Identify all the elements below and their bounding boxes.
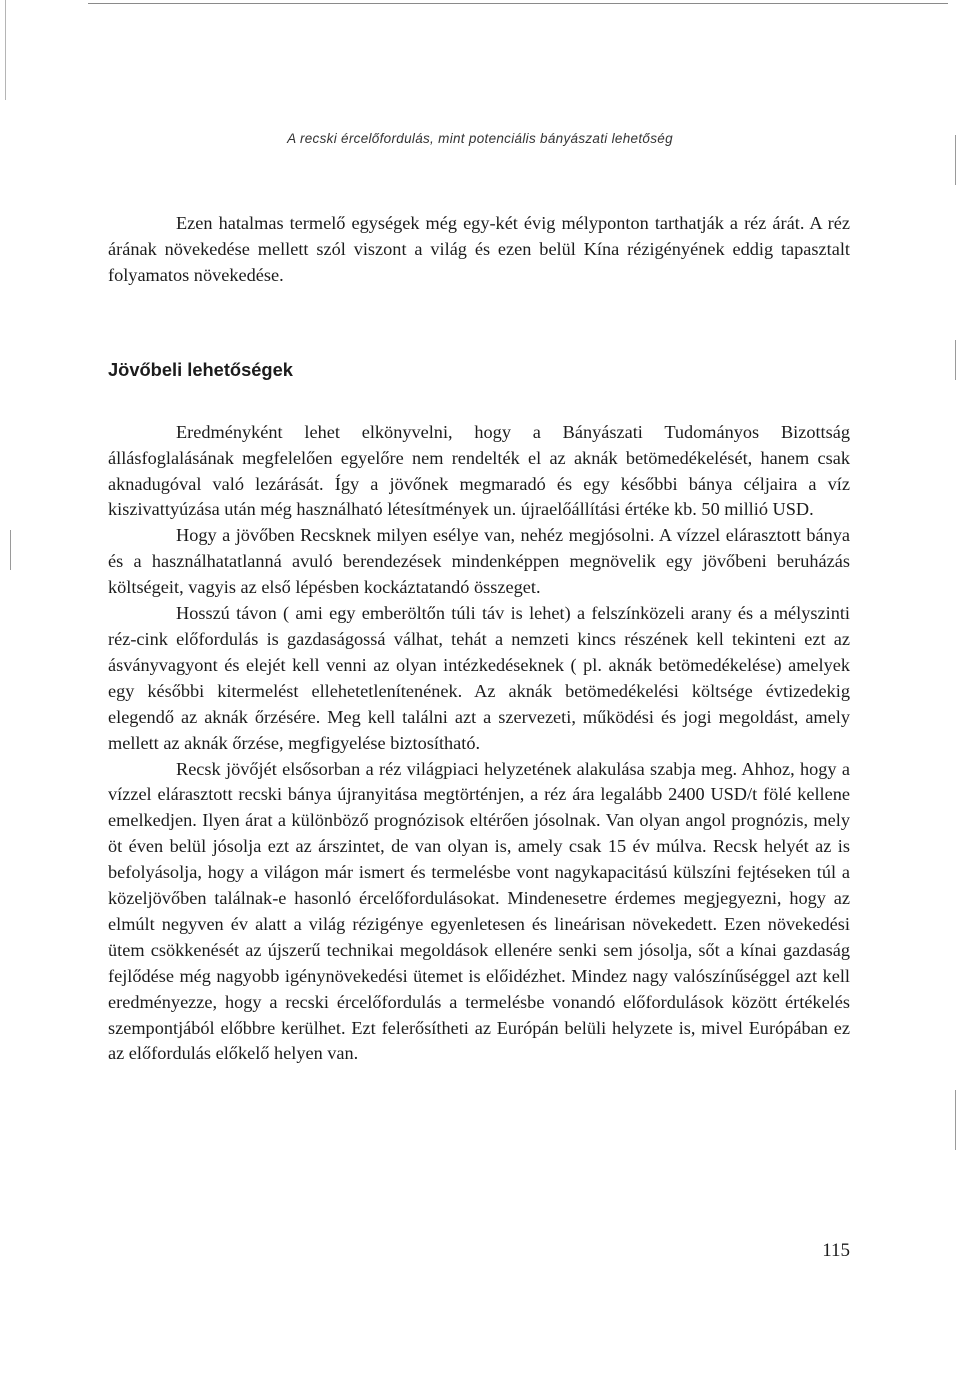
body-paragraph: Eredményként lehet elkönyvelni, hogy a Bányászati Tudományos Bizottság állásfoglalásának megfelelően egyelőre nem rendelték el az aknák betömedékelését, hanem csak aknadugóval való lezárását. Így a jövőnek megmaradó és egy későbbi bánya céljaira a víz kiszivattyúzása után még használható létesítmények un. újraelőállítási értéke kb. 50 millió USD. [108, 421, 850, 520]
section-heading: Jövőbeli lehetőségek [108, 358, 293, 380]
body-paragraph: Hosszú távon ( ami egy emberöltőn túli táv is lehet) a felszínközeli arany és a mélyszinti réz-cink előfordulás is gazdaságossá válhat, tehát a nemzeti kincs részének kell tekinteni ezt az ásványvagyont és elejét kell venni az olyan intézkedéseknek ( pl. aknák betömedékelése) amelyek egy későbbi kitermelést ellehetetlenítenének. Az aknák betömedékelési költsége évtizedekig elegendő az aknák őrzésére. Meg kell találni azt a szervezeti, működési és jogi megoldást, amely mellett az aknák őrzése, megfigyelése biztosítható. [108, 603, 850, 753]
body-paragraph: Hogy a jövőben Recsknek milyen esélye van, nehéz megjósolni. A vízzel elárasztott bánya és a használhatatlanná avuló berendezések mindenképpen megnövelik egy jövőbeni beruházás költségeit, vagyis az első lépésben kockáztatandó összeget. [108, 525, 850, 598]
intro-paragraph: Ezen hatalmas termelő egységek még egy-két évig mélyponton tarthatják a réz árát. A réz árának növekedése mellett szól viszont a világ és ezen belül Kína rézigényének eddig tapasztalt folyamatos növekedése. [108, 213, 850, 285]
page-number: 115 [822, 1240, 850, 1261]
page-content [108, 211, 850, 1067]
scan-right-edge-mark [955, 1090, 956, 1150]
scan-left-edge-mark [10, 530, 11, 570]
scan-left-edge [5, 0, 6, 100]
scan-right-edge-mark [955, 340, 956, 380]
scan-top-rule [88, 3, 948, 4]
body-paragraph: Recsk jövőjét elsősorban a réz világpiaci helyzetének alakulása szabja meg. Ahhoz, hogy a vízzel elárasztott recski bánya újranyitása megtörténjen, a réz ára legalább 2400 USD/t fölé kellene emelkedjen. Ilyen árat a különböző prognózisok eltérően jósolnak. Van olyan angol prognózis, mely öt éven belül jósolja ezt az árszintet, de van olyan is, amely csak 15 év múlva. Recsk helyét az is befolyásolja, hogy a világon már ismert és termelésbe vont nagykapacitású külszíni fejtéseken túl a közeljövőben találnak-e hasonló ércelőfordulásokat. Mindenesetre érdemes megjegyezni, hogy az elmúlt negyven év alatt a világ rézigénye egyenletesen és lineárisan növekedett. Ezen növekedési ütem csökkenését az újszerű technikai megoldások ellenére senki sem jósolja, sőt a kínai gazdaság fejlődése még nagyobb igénynövekedési ütemet is előidézhet. Mindez nagy valószínűséggel azt kell eredményezze, hogy a recski ércelőfordulás a termelésbe vonandó előfordulások között értékelés szempontjából előbbre kerülhet. Ezt felerősítheti az Európán belüli helyzete is, mivel Európában ez az előfordulás előkelő helyen van. [108, 758, 850, 1064]
running-header: A recski ércelőfordulás, mint potenciális bányászati lehetőség [287, 131, 673, 146]
